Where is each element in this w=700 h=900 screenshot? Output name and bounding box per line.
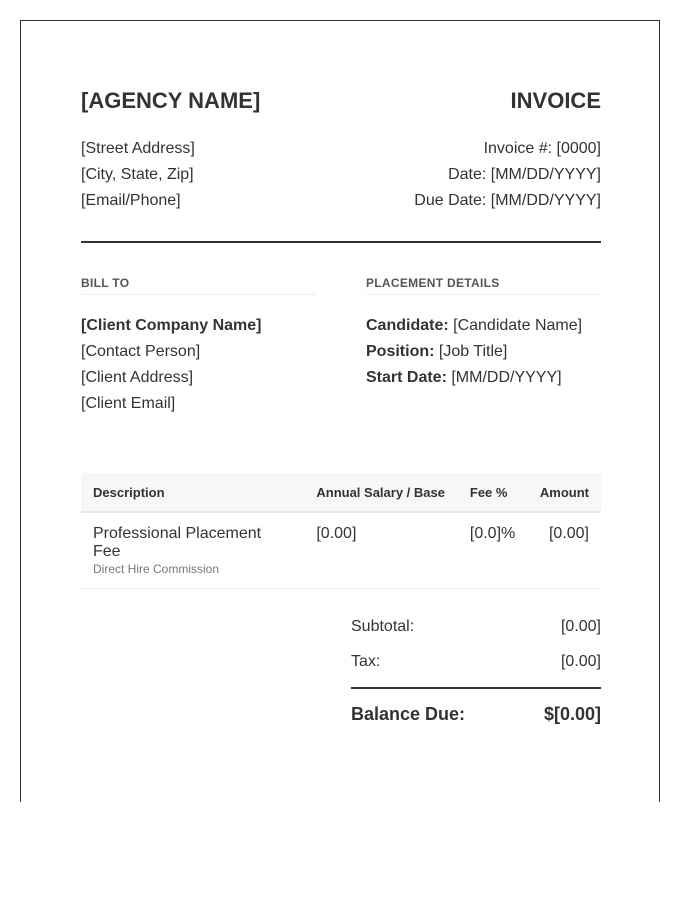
totals-section [351, 617, 601, 725]
placement-section [366, 276, 601, 417]
header-salary: Annual Salary / Base [304, 473, 458, 512]
invoice-date-line [414, 162, 601, 188]
client-company: [Client Company Name] [81, 317, 262, 334]
line-items-table [81, 473, 601, 589]
agency-name: [AGENCY NAME] [81, 88, 261, 113]
row-salary: [0.00] [304, 512, 458, 589]
start-date-line [366, 365, 601, 391]
row-fee: [0.0]% [458, 512, 528, 589]
tax-value: [0.00] [560, 653, 601, 670]
due-date: [MM/DD/YYYY] [490, 192, 601, 209]
row-description-sub: Direct Hire Commission [93, 562, 220, 576]
subtotal-value: [0.00] [560, 618, 601, 635]
row-description-cell [81, 512, 304, 589]
client-email: [Client Email] [81, 395, 176, 412]
header-amount: Amount [528, 473, 601, 512]
invoice-content [81, 87, 601, 725]
start-date: [MM/DD/YYYY] [451, 369, 562, 386]
invoice-number-label: Invoice #: [483, 140, 553, 157]
street-address: [Street Address] [81, 140, 195, 157]
subtotal-row [351, 617, 601, 637]
bill-to-label: BILL TO [81, 276, 316, 295]
invoice-date-label: Date: [448, 166, 487, 183]
balance-due-label: Balance Due: [351, 704, 466, 724]
invoice-meta [414, 87, 601, 214]
due-date-line [414, 188, 601, 214]
invoice-page [20, 20, 660, 802]
parties-section [81, 276, 601, 417]
row-amount: [0.00] [528, 512, 601, 589]
agency-address [81, 136, 260, 214]
header-fee: Fee % [458, 473, 528, 512]
agency-info [81, 87, 260, 214]
bill-to-section [81, 276, 316, 417]
tax-label: Tax: [351, 653, 381, 670]
due-date-label: Due Date: [414, 192, 487, 209]
row-description: Professional Placement Fee [93, 525, 262, 560]
client-contact: [Contact Person] [81, 343, 201, 360]
invoice-number-line [414, 136, 601, 162]
invoice-header [81, 87, 601, 214]
candidate-label: Candidate: [366, 317, 449, 334]
balance-due-row [351, 703, 601, 725]
client-address: [Client Address] [81, 369, 194, 386]
invoice-date: [MM/DD/YYYY] [490, 166, 601, 183]
email-phone: [Email/Phone] [81, 192, 181, 209]
invoice-number: [0000] [556, 140, 601, 157]
position-label: Position: [366, 343, 435, 360]
candidate-name: [Candidate Name] [453, 317, 583, 334]
tax-row [351, 652, 601, 672]
invoice-title: INVOICE [510, 88, 601, 113]
subtotal-label: Subtotal: [351, 618, 415, 635]
candidate-line [366, 313, 601, 339]
table-header-row [81, 473, 601, 512]
invoice-meta-lines [414, 136, 601, 214]
position-title: [Job Title] [438, 343, 508, 360]
table-row [81, 512, 601, 589]
balance-due-value: $[0.00] [543, 704, 601, 724]
city-state-zip: [City, State, Zip] [81, 166, 194, 183]
totals-divider [351, 687, 601, 689]
bill-to-lines [81, 313, 316, 417]
placement-lines [366, 313, 601, 391]
placement-label: PLACEMENT DETAILS [366, 276, 601, 295]
position-line [366, 339, 601, 365]
header-divider [81, 241, 601, 243]
start-date-label: Start Date: [366, 369, 447, 386]
header-description: Description [81, 473, 304, 512]
